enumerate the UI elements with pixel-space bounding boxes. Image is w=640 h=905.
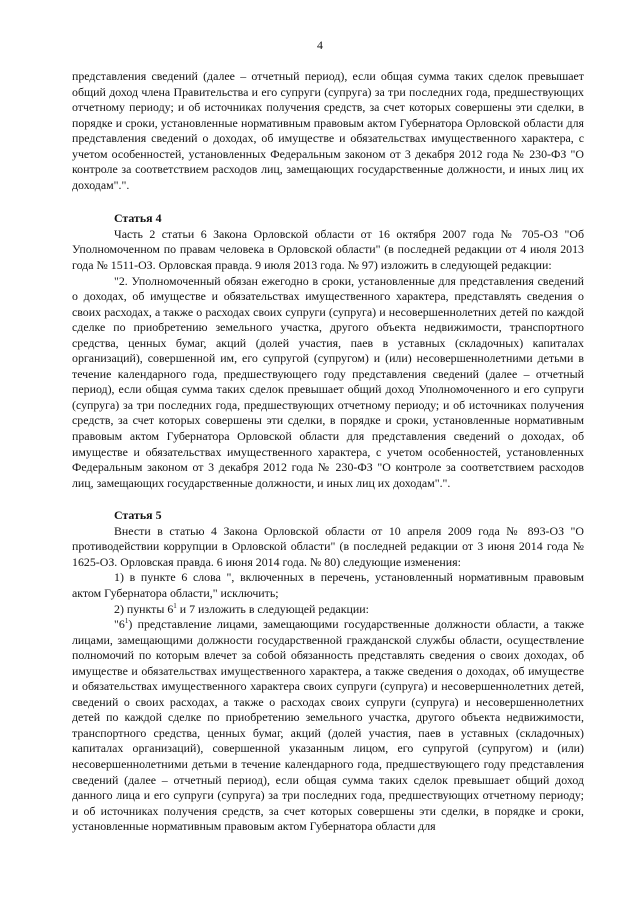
item-2-superscript: 1 xyxy=(173,601,177,610)
item-2-text-end: и 7 изложить в следующей редакции: xyxy=(176,601,369,616)
spacer xyxy=(72,193,584,211)
quote-superscript: 1 xyxy=(124,617,129,626)
article-5-item-1: 1) в пункте 6 слова ", включенных в перечень, установленный нормативным правовым актом Губернатора области," исключить; xyxy=(72,570,584,600)
item-2-text-start: 2) пункты 6 xyxy=(114,601,174,616)
continued-paragraph: представления сведений (далее – отчетный период), если общая сумма таких сделок превышает общий доход члена Правительства и его супруги (супруга) за три последних года, предшествующих отчетному периоду; и об источниках получения средств, за счет которых совершены эти сделки, в порядке и сроки, установленные нормативным правовым актом Губернатора Орловской области для представления сведений о доходах, об имуществе и обязательствах имущественного характера, с учетом особенностей, установленных Федеральным законом от 3 декабря 2012 года № 230-ФЗ "О контроле за соответствием расходов лиц, замещающих государственные должности, и иных лиц их доходам".". xyxy=(72,69,584,192)
quote-text-rest: ) представление лицами, замещающими государственные должности области, а также лицами, замещающими должности государственной гражданской службы области, осуществление полномочий по которым влечет за собой обязанность представлять сведения о своих доходах, об имуществе и обязательствах имущественного характера, а также сведения о доходах, об имуществе и обязательствах имущественного характера своих супруги (супруга) и несовершеннолетних детей, сведений о своих расходах, а также о расходах своих супруги (супруга) и несовершеннолетних детей по каждой сделке по приобретению земельного участка, другого объекта недвижимости, транспортного средства, ценных бумаг, акций (долей участия, паев в уставных (складочных) капиталах организаций), совершенной указанным лицом, его супругой (супругом) и (или) несовершеннолетними детьми в течение календарного года, предшествующего году представления сведений (далее – отчетный период), если общая сумма таких сделок превышает общий доход данного лица и его супруги (супруга) за три последних года, предшествующих отчетному периоду; и об источниках получения средств, за счет которых совершены эти сделки, в порядке и сроки, установленные нормативным правовым актом Губернатора области для xyxy=(72,617,584,834)
article-4-quote: "2. Уполномоченный обязан ежегодно в сроки, установленные для представления сведений о доходах, об имуществе и обязательствах имущественного характера, представлять сведения о своих расходах, а также о расходах своих супруги (супруга) и несовершеннолетних детей по каждой сделке по приобретению земельного участка, другого объекта недвижимости, транспортного средства, ценных бумаг, акций (долей участия, паев в уставных (складочных) капиталах организаций), совершенной им, его супругой (супругом) и (или) несовершеннолетними детьми в течение календарного года, предшествующего году представления сведений (далее – отчетный период), если общая сумма таких сделок превышает общий доход Уполномоченного и его супруги (супруга) за три последних года, предшествующих отчетному периоду; и об источниках получения средств, за счет которых совершены эти сделки, в порядке и сроки, установленные нормативным правовым актом Губернатора Орловской области для представления сведений о доходах, об имуществе и обязательствах имущественного характера, с учетом особенностей, установленных Федеральным законом от 3 декабря 2012 года № 230-ФЗ "О контроле за соответствием расходов лиц, замещающих государственные должности, и иных лиц их доходам".". xyxy=(72,273,584,490)
article-5-item-2 xyxy=(72,602,584,618)
article-4-heading: Статья 4 xyxy=(114,211,162,226)
document-body xyxy=(72,69,584,835)
page-number: 4 xyxy=(317,38,323,52)
article-4-intro: Часть 2 статьи 6 Закона Орловской области от 16 октября 2007 года № 705-ОЗ "Об Уполномоченном по правам человека в Орловской области" (в последней редакции от 4 июля 2013 года № 1511-ОЗ. Орловская правда. 9 июля 2013 года. № 97) изложить в следующей редакции: xyxy=(72,226,584,273)
article-5-intro: Внести в статью 4 Закона Орловской области от 10 апреля 2009 года № 893-ОЗ "О противодействии коррупции в Орловской области" (в последней редакции от 3 июня 2014 года № 1625-ОЗ. Орловская правда. 6 июня 2014 года. № 80) следующие изменения: xyxy=(72,523,584,569)
spacer xyxy=(72,491,584,508)
quote-text-start: "6 xyxy=(114,617,125,632)
article-5-heading: Статья 5 xyxy=(114,508,162,523)
article-5-quote xyxy=(72,617,584,835)
